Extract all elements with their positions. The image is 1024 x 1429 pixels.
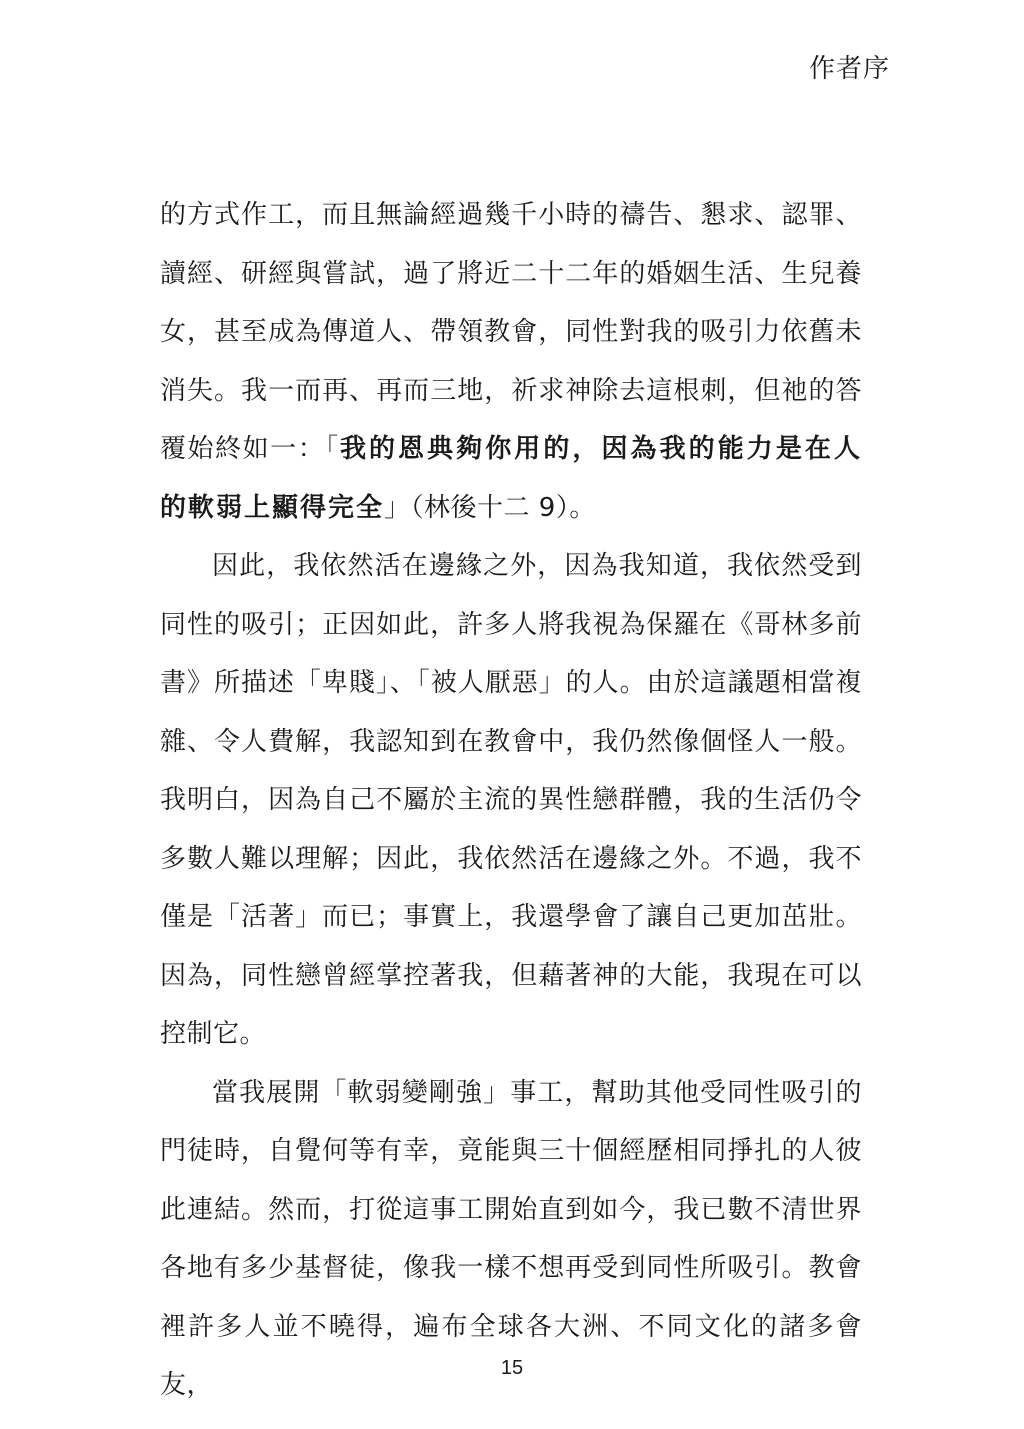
body-text: [160, 186, 862, 1415]
scripture-quote: 我的恩典夠你用的，因為我的能力是在人的軟弱上顯得完全: [160, 434, 862, 523]
paragraph-1: [160, 186, 862, 537]
paragraph-2: 因此，我依然活在邊緣之外，因為我知道，我依然受到同性的吸引；正因如此，許多人將我視為保羅在《哥林多前書》所描述「卑賤」、「被人厭惡」的人。由於這議題相當複雜、令人費解，我認知到在教會中，我仍然像個怪人一般。我明白，因為自己不屬於主流的異性戀群體，我的生活仍令多數人難以理解；因此，我依然活在邊緣之外。不過，我不僅是「活著」而已；事實上，我還學會了讓自己更加茁壯。因為，同性戀曾經掌控著我，但藉著神的大能，我現在可以控制它。: [160, 551, 862, 1049]
running-header-title: 作者序: [808, 54, 890, 84]
page-number: 15: [500, 1357, 524, 1379]
scripture-reference: 」（林後十二 9）。: [384, 492, 596, 523]
paragraph-1-text: 的方式作工，而且無論經過幾千小時的禱告、懇求、認罪、讀經、研經與嘗試，過了將近二十二年的婚姻生活、生兒養女，甚至成為傳道人、帶領教會，同性對我的吸引力依舊未消失。我一而再、再而三地，祈求神除去這根刺，但祂的答覆始終如一：「: [160, 200, 862, 464]
paragraph-3: 當我展開「軟弱變剛強」事工，幫助其他受同性吸引的門徒時，自覺何等有幸，竟能與三十個經歷相同掙扎的人彼此連結。然而，打從這事工開始直到如今，我已數不清世界各地有多少基督徒，像我一樣不想再受到同性所吸引。教會裡許多人並不曉得，遍布全球各大洲、不同文化的諸多會友，: [160, 1077, 862, 1400]
